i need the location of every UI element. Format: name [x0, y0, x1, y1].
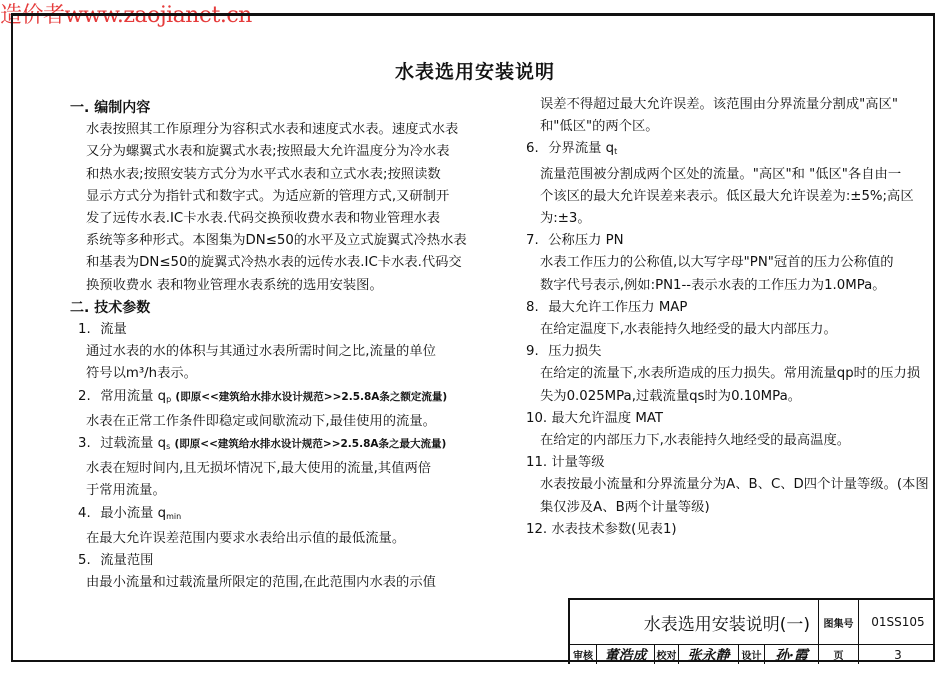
- item-desc: 在给定的流量下,水表所造成的压力损失。常用流量qp时的压力损: [540, 366, 921, 382]
- item-desc: 集仅涉及A、B两个计量等级): [540, 499, 710, 515]
- page-title: 水表选用安装说明: [394, 61, 555, 83]
- item-title: 最大允许温度 MAT: [551, 410, 664, 426]
- paragraph-line: 和"低区"的两个区。: [540, 119, 659, 135]
- paragraph-line: 水表按照其工作原理分为容积式水表和速度式水表。速度式水表: [86, 122, 459, 138]
- item-heading: [526, 519, 926, 541]
- paragraph-line: 系统等多种形式。本图集为DN≤50的水平及立式旋翼式冷热水表: [86, 233, 467, 249]
- page-label: 页: [818, 645, 858, 664]
- item-desc: 符号以m³/h表示。: [86, 366, 197, 382]
- item-heading: [70, 503, 460, 528]
- left-column: [70, 97, 467, 594]
- review-label: 审核: [573, 651, 593, 662]
- paragraph-line: 和基表为DN≤50的旋翼式冷热水表的远传水表.IC卡水表.代码交: [86, 255, 462, 271]
- item-desc: 于常用流量。: [86, 483, 166, 499]
- item-note: (即原<<建筑给水排水设计规范>>2.5.8A条之额定流量): [175, 390, 448, 403]
- item-title: 公称压力 PN: [548, 233, 624, 249]
- item-desc: 由最小流量和过载流量所限定的范围,在此范围内水表的示值: [86, 575, 436, 591]
- page-number: 3: [858, 645, 937, 664]
- item-heading: [526, 408, 926, 430]
- item-title: 水表技术参数(见表1): [551, 521, 677, 537]
- item-desc: 流量范围被分割成两个区处的流量。"高区"和 "低区"各自由一: [540, 166, 902, 182]
- title-block: [568, 598, 935, 664]
- item-desc: 水表按最小流量和分界流量分为A、B、C、D四个计量等级。(本图: [540, 477, 929, 493]
- drawing-title: 水表选用安装说明(一): [643, 614, 810, 635]
- item-desc: 个该区的最大允许误差来表示。低区最大允许误差为:±5%;高区: [540, 188, 914, 204]
- item-number: 5.: [78, 553, 91, 569]
- item-title: 流量范围: [100, 553, 154, 569]
- item-number: 11.: [526, 455, 548, 471]
- item-title: 流量: [100, 322, 127, 338]
- item-title: 最大允许工作压力 MAP: [548, 299, 688, 315]
- item-number: 9.: [526, 344, 539, 360]
- item-number: 12.: [526, 521, 548, 537]
- item-number: 10.: [526, 410, 548, 426]
- item-desc: 通过水表的水的体积与其通过水表所需时间之比,流量的单位: [86, 344, 436, 360]
- item-note: (即原<<建筑给水排水设计规范>>2.5.8A条之最大流量): [174, 438, 447, 451]
- item-number: 6.: [526, 141, 539, 157]
- section-heading-2: 二. 技术参数: [70, 299, 151, 316]
- item-heading: [526, 297, 926, 319]
- item-title: 计量等级: [551, 455, 605, 471]
- watermark: 造价者www.zaojianet.cn: [0, 3, 252, 28]
- item-number: 7.: [526, 233, 539, 249]
- item-desc: 失为0.025MPa,过载流量qs时为0.10MPa。: [540, 388, 802, 404]
- item-heading: [526, 341, 926, 363]
- item-heading: [70, 433, 460, 458]
- subscript: s: [166, 442, 171, 452]
- check-label: 校对: [654, 645, 678, 664]
- right-column: [526, 94, 929, 541]
- item-desc: 在给定的内部压力下,水表能持久地经受的最高温度。: [540, 433, 851, 449]
- paragraph-line: 和热水表;按照安装方式分为水平式水表和立式水表;按照读数: [86, 166, 441, 182]
- section-heading-1: 一. 编制内容: [70, 100, 151, 116]
- item-heading: [70, 550, 460, 572]
- paragraph-line: 发了远传水表.IC卡水表.代码交换预收费水表和物业管理水表: [86, 211, 441, 227]
- item-heading: [526, 452, 926, 474]
- item-desc: 水表工作压力的公称值,以大写字母"PN"冠首的压力公称值的: [540, 255, 894, 271]
- subscript: min: [166, 511, 182, 521]
- design-label: 设计: [738, 645, 764, 664]
- subscript: p: [166, 394, 172, 404]
- item-desc: 水表在短时间内,且无损坏情况下,最大使用的流量,其值两倍: [86, 461, 432, 477]
- item-desc: 数字代号表示,例如:PN1--表示水表的工作压力为1.0MPa。: [540, 277, 886, 293]
- item-heading: [526, 230, 926, 252]
- check-signature: 张永静: [678, 645, 738, 664]
- item-desc: 水表在正常工作条件即稳定或间歇流动下,最佳使用的流量。: [86, 413, 436, 429]
- item-title: 分界流量 q: [548, 141, 615, 157]
- item-title: 常用流量 q: [100, 388, 167, 404]
- title-block-row-2: [570, 645, 935, 664]
- title-block-row-1: [570, 600, 935, 645]
- atlas-label: 图集号: [818, 600, 858, 644]
- item-desc: 在最大允许误差范围内要求水表给出示值的最低流量。: [86, 530, 406, 546]
- subscript: t: [614, 147, 618, 157]
- item-desc: 在给定温度下,水表能持久地经受的最大内部压力。: [540, 322, 837, 338]
- item-desc: 为:±3。: [540, 211, 591, 227]
- item-number: 1.: [78, 322, 91, 338]
- item-heading: [70, 319, 460, 341]
- atlas-number: 01SS105: [858, 600, 937, 644]
- item-number: 3.: [78, 436, 91, 452]
- item-title: 最小流量 q: [100, 505, 167, 521]
- paragraph-line: 又分为螺翼式水表和旋翼式水表;按照最大允许温度分为冷水表: [86, 144, 450, 160]
- item-heading: [526, 138, 926, 163]
- review-signature: 董浩成: [596, 645, 654, 664]
- item-heading: [70, 386, 460, 411]
- item-number: 2.: [78, 388, 91, 404]
- item-number: 8.: [526, 299, 539, 315]
- paragraph-line: 显示方式分为指针式和数字式。为适应新的管理方式,又研制开: [86, 188, 450, 204]
- paragraph-line: 误差不得超过最大允许误差。该范围由分界流量分割成"高区": [540, 97, 898, 112]
- item-title: 压力损失: [548, 344, 602, 360]
- item-title: 过载流量 q: [100, 436, 167, 452]
- paragraph-line: 换预收费水 表和物业管理水表系统的选用安装图。: [86, 277, 383, 293]
- item-number: 4.: [78, 505, 91, 521]
- design-signature: 孙·霞: [764, 645, 818, 664]
